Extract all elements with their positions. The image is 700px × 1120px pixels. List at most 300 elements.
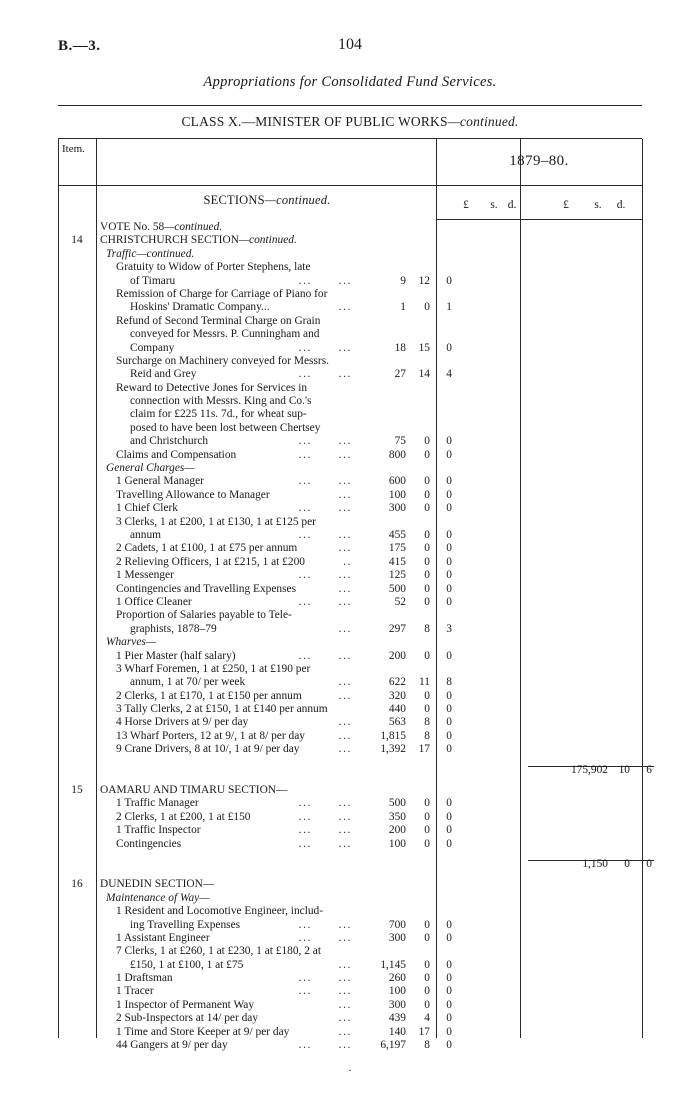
- entry-label: Hoskins' Dramatic Company...: [130, 301, 270, 314]
- leader-dots: ...: [298, 972, 312, 985]
- vote-heading: VOTE No. 58—continued.: [100, 221, 223, 233]
- item-number: 16: [71, 878, 83, 891]
- amount-shillings: 0: [424, 972, 430, 985]
- table-row: [58, 529, 642, 542]
- table-row: [58, 516, 642, 529]
- amount-shillings: 0: [424, 931, 430, 944]
- amount-shillings: 4: [424, 1012, 430, 1025]
- entry-label: claim for £225 11s. 7d., for wheat sup-: [130, 408, 307, 421]
- amount-pence: 0: [446, 502, 452, 515]
- entry-label: 1 Pier Master (half salary): [116, 649, 236, 662]
- leader-dots: ...: [338, 448, 352, 461]
- sections-header-continued: —continued.: [264, 193, 331, 207]
- amount-pence: 0: [446, 448, 452, 461]
- amount-pence: 1: [446, 301, 452, 314]
- entry-label: Company: [130, 341, 175, 354]
- amount-shillings: 0: [424, 985, 430, 998]
- amount-pounds: 6,197: [380, 1039, 406, 1052]
- amount-pence: 0: [446, 703, 452, 716]
- leader-dots: ...: [338, 1012, 352, 1025]
- table-row: [58, 857, 652, 871]
- amount-pounds: 455: [388, 528, 406, 541]
- entry-label: 2 Cadets, 1 at £100, 1 at £75 per annum: [116, 542, 298, 555]
- leader-dots: ...: [338, 1039, 352, 1052]
- amount-shillings: 0: [424, 502, 430, 515]
- item-number: 15: [71, 784, 83, 797]
- amount-shillings: 15: [418, 341, 430, 354]
- row-spacer: [58, 851, 642, 858]
- table-row: [58, 275, 642, 288]
- leader-dots: ...: [338, 797, 352, 810]
- entry-label: and Christchurch: [130, 435, 209, 448]
- leader-dots: ...: [338, 622, 352, 635]
- amount-shillings: 0: [424, 703, 430, 716]
- amount-shillings: 0: [424, 569, 430, 582]
- amount-pounds: 18: [394, 341, 406, 354]
- table-row: [58, 945, 642, 958]
- table-row: [58, 1012, 642, 1025]
- table-row: [58, 569, 642, 582]
- amount-pence: 0: [446, 797, 452, 810]
- table-row: [58, 999, 642, 1012]
- amount-shillings: 0: [424, 649, 430, 662]
- leader-dots: ...: [338, 488, 352, 501]
- row-spacer: [58, 777, 642, 784]
- item-number: 14: [71, 234, 83, 247]
- sections-column-header: [98, 193, 436, 208]
- class-heading: [0, 114, 700, 130]
- table-row: [58, 703, 642, 716]
- leader-dots: ...: [298, 985, 312, 998]
- leader-dots: ...: [338, 1025, 352, 1038]
- amount-pounds: 100: [388, 488, 406, 501]
- table-row: [58, 972, 642, 985]
- item-column-header: Item.: [62, 143, 85, 155]
- table-row: [58, 676, 642, 689]
- amount-shillings: 0: [424, 488, 430, 501]
- entry-label: 1 Draftsman: [116, 972, 173, 985]
- table-row: [58, 462, 642, 475]
- table-row: [58, 797, 642, 810]
- leader-dots: ...: [298, 528, 312, 541]
- leader-dots: ...: [338, 810, 352, 823]
- entry-label: Contingencies: [116, 837, 182, 850]
- amount-pounds: 700: [388, 918, 406, 931]
- amount-pence: 0: [446, 542, 452, 555]
- leader-dots: ...: [298, 810, 312, 823]
- leader-dots: ...: [338, 435, 352, 448]
- amount-shillings: 0: [424, 837, 430, 850]
- leader-dots: ...: [338, 502, 352, 515]
- amount-shillings: 0: [424, 475, 430, 488]
- table-row: [58, 489, 642, 502]
- amount-pence: 0: [446, 274, 452, 287]
- sub-heading: General Charges—: [106, 462, 195, 475]
- table-row: [58, 542, 642, 555]
- entry-label: 9 Crane Drivers, 8 at 10/, 1 at 9/ per day: [116, 743, 300, 756]
- col-head-shillings-2: s.: [594, 199, 602, 211]
- amount-shillings: 0: [424, 542, 430, 555]
- table-row: [58, 596, 642, 609]
- leader-dots: ...: [338, 274, 352, 287]
- table-row: [58, 583, 642, 596]
- sub-heading: Maintenance of Way—: [106, 891, 210, 904]
- table-row: [58, 556, 642, 569]
- rule-right: [642, 139, 643, 1038]
- table-row: [58, 502, 642, 515]
- document-number: B.—3.: [58, 38, 101, 54]
- amount-pence: 0: [446, 1012, 452, 1025]
- leader-dots: ...: [338, 918, 352, 931]
- amount-shillings: 8: [424, 622, 430, 635]
- table-row: [58, 261, 642, 274]
- table-row: [58, 730, 642, 743]
- leader-dots: ...: [338, 649, 352, 662]
- footer-mark: .: [348, 1062, 352, 1074]
- table-row: [58, 784, 642, 797]
- section-heading: OAMARU AND TIMARU SECTION—: [100, 784, 288, 797]
- leader-dots: ...: [338, 824, 352, 837]
- amount-pounds: 1,392: [380, 743, 406, 756]
- table-row: [58, 288, 642, 301]
- appropriations-table: [58, 138, 652, 1052]
- total-shillings: 0: [624, 857, 630, 870]
- entry-label: Remission of Charge for Carriage of Piano for: [116, 287, 328, 300]
- amount-pence: 0: [446, 729, 452, 742]
- table-row: [58, 650, 642, 663]
- page-number: 104: [338, 36, 362, 53]
- leader-dots: ...: [338, 985, 352, 998]
- continued-marker: —continued.: [238, 234, 297, 247]
- amount-pounds: 27: [394, 368, 406, 381]
- amount-pounds: 52: [394, 595, 406, 608]
- leader-dots: ...: [338, 341, 352, 354]
- entry-label: 3 Wharf Foremen, 1 at £250, 1 at £190 per: [116, 662, 311, 675]
- leader-dots: ...: [298, 797, 312, 810]
- leader-dots: ...: [338, 729, 352, 742]
- amount-pence: 0: [446, 689, 452, 702]
- leader-dots: ...: [298, 435, 312, 448]
- amount-shillings: 0: [424, 301, 430, 314]
- amount-shillings: 14: [418, 368, 430, 381]
- table-row: [58, 985, 642, 998]
- amount-shillings: 0: [424, 810, 430, 823]
- table-row: [58, 919, 642, 932]
- entry-label: 1 Inspector of Permanent Way: [116, 998, 255, 1011]
- amount-pence: 0: [446, 582, 452, 595]
- table-row: [58, 892, 642, 905]
- leader-dots: ...: [338, 837, 352, 850]
- entry-label: Claims and Compensation: [116, 448, 237, 461]
- leader-dots: ...: [338, 528, 352, 541]
- leader-dots: ...: [338, 958, 352, 971]
- amount-pence: 0: [446, 958, 452, 971]
- entry-label: 1 Assistant Engineer: [116, 931, 210, 944]
- amount-shillings: 8: [424, 1039, 430, 1052]
- amount-shillings: 0: [424, 918, 430, 931]
- leader-dots: ...: [298, 824, 312, 837]
- amount-pence: 0: [446, 918, 452, 931]
- header-row-divider: [58, 185, 642, 186]
- table-row: [58, 315, 642, 328]
- table-row: [58, 811, 642, 824]
- table-row: [58, 1039, 642, 1052]
- row-spacer: [58, 871, 642, 878]
- entry-label: Reward to Detective Jones for Services in: [116, 381, 308, 394]
- entry-label: Contingencies and Travelling Expenses: [116, 582, 297, 595]
- leader-dots: ..: [343, 555, 352, 568]
- amount-pounds: 297: [388, 622, 406, 635]
- amount-pounds: 622: [388, 676, 406, 689]
- table-row: [58, 743, 642, 756]
- class-heading-text: CLASS X.—MINISTER OF PUBLIC WORKS: [181, 114, 448, 129]
- leader-dots: ...: [338, 998, 352, 1011]
- leader-dots: ...: [298, 341, 312, 354]
- sub-heading: Wharves—: [106, 636, 156, 649]
- amount-pence: 0: [446, 1039, 452, 1052]
- entry-label: posed to have been lost between Chertsey: [130, 421, 321, 434]
- money-header-divider: [436, 219, 642, 220]
- amount-shillings: 0: [424, 435, 430, 448]
- amount-pounds: 1: [400, 301, 406, 314]
- amount-shillings: 0: [424, 689, 430, 702]
- leader-dots: ...: [298, 569, 312, 582]
- table-row: [58, 328, 642, 341]
- table-row: [58, 382, 642, 395]
- table-row: [58, 368, 642, 381]
- document-title: Appropriations for Consolidated Fund Services.: [203, 74, 497, 90]
- entry-label: 1 Office Cleaner: [116, 595, 192, 608]
- entry-label: Proportion of Salaries payable to Tele-: [116, 609, 292, 622]
- entry-label: 1 Resident and Locomotive Engineer, includ-: [116, 905, 324, 918]
- amount-pence: 0: [446, 985, 452, 998]
- leader-dots: ...: [298, 595, 312, 608]
- amount-pounds: 100: [388, 837, 406, 850]
- amount-pounds: 500: [388, 582, 406, 595]
- entry-label: Travelling Allowance to Manager: [116, 488, 270, 501]
- table-row: [58, 959, 642, 972]
- amount-pounds: 500: [388, 797, 406, 810]
- row-spacer: [58, 757, 642, 764]
- year-column-header: 1879–80.: [509, 153, 569, 169]
- amount-pounds: 800: [388, 448, 406, 461]
- entry-label: annum, 1 at 70/ per week: [130, 676, 246, 689]
- amount-pence: 3: [446, 622, 452, 635]
- section-heading: CHRISTCHURCH SECTION—continued.: [100, 234, 297, 247]
- entry-label: Reid and Grey: [130, 368, 197, 381]
- amount-shillings: 0: [424, 582, 430, 595]
- leader-dots: ...: [298, 274, 312, 287]
- col-head-shillings-1: s.: [490, 199, 498, 211]
- leader-dots: ...: [338, 301, 352, 314]
- entry-label: 1 Time and Store Keeper at 9/ per day: [116, 1025, 290, 1038]
- table-row: [58, 1026, 642, 1039]
- total-shillings: 10: [618, 763, 630, 776]
- leader-dots: ...: [338, 972, 352, 985]
- table-row: [58, 932, 642, 945]
- table-row: [58, 878, 642, 891]
- table-row: [58, 342, 642, 355]
- entry-label: 2 Relieving Officers, 1 at £215, 1 at £200: [116, 555, 305, 568]
- amount-pounds: 75: [394, 435, 406, 448]
- amount-shillings: 0: [424, 448, 430, 461]
- amount-pence: 0: [446, 743, 452, 756]
- amount-pounds: 140: [388, 1025, 406, 1038]
- entry-label: 44 Gangers at 9/ per day: [116, 1039, 228, 1052]
- amount-pence: 0: [446, 595, 452, 608]
- amount-pounds: 260: [388, 972, 406, 985]
- amount-shillings: 0: [424, 797, 430, 810]
- table-row: [58, 422, 642, 435]
- entry-label: graphists, 1878–79: [130, 622, 217, 635]
- leader-dots: ...: [338, 569, 352, 582]
- continued-marker: —continued.: [164, 221, 223, 233]
- table-row: [58, 716, 642, 729]
- amount-pounds: 563: [388, 716, 406, 729]
- amount-pence: 8: [446, 676, 452, 689]
- continued-marker: —continued.: [136, 247, 195, 260]
- amount-pounds: 125: [388, 569, 406, 582]
- amount-pence: 0: [446, 475, 452, 488]
- amount-pounds: 320: [388, 689, 406, 702]
- leader-dots: ...: [298, 368, 312, 381]
- leader-dots: ...: [338, 582, 352, 595]
- amount-pence: 0: [446, 555, 452, 568]
- entry-label: 2 Clerks, 1 at £200, 1 at £150: [116, 810, 251, 823]
- entry-label: Surcharge on Machinery conveyed for Messrs.: [116, 354, 329, 367]
- amount-pence: 0: [446, 341, 452, 354]
- entry-label: 1 Traffic Inspector: [116, 824, 201, 837]
- leader-dots: ...: [298, 837, 312, 850]
- amount-pounds: 439: [388, 1012, 406, 1025]
- amount-pounds: 200: [388, 824, 406, 837]
- amount-shillings: 0: [424, 958, 430, 971]
- amount-pounds: 9: [400, 274, 406, 287]
- header-divider: [58, 105, 642, 106]
- leader-dots: ...: [298, 1039, 312, 1052]
- entry-label: 1 Tracer: [116, 985, 154, 998]
- amount-pounds: 1,815: [380, 729, 406, 742]
- table-row: [58, 475, 642, 488]
- amount-pence: 4: [446, 368, 452, 381]
- amount-pounds: 300: [388, 931, 406, 944]
- table-row: [58, 623, 642, 636]
- table-row: [58, 435, 642, 448]
- amount-shillings: 17: [418, 743, 430, 756]
- amount-pence: 0: [446, 528, 452, 541]
- entry-label: 2 Clerks, 1 at £170, 1 at £150 per annum: [116, 689, 302, 702]
- amount-pence: 0: [446, 931, 452, 944]
- section-heading: DUNEDIN SECTION—: [100, 878, 215, 891]
- amount-pounds: 175: [388, 542, 406, 555]
- leader-dots: ...: [338, 676, 352, 689]
- leader-dots: ...: [298, 918, 312, 931]
- amount-shillings: 17: [418, 1025, 430, 1038]
- table-row: [58, 449, 642, 462]
- amount-pence: 0: [446, 435, 452, 448]
- entry-label: 3 Tally Clerks, 2 at £150, 1 at £140 per annum: [116, 703, 328, 716]
- amount-pounds: 300: [388, 502, 406, 515]
- amount-pence: 0: [446, 649, 452, 662]
- table-body: [58, 221, 652, 1052]
- amount-pence: 0: [446, 488, 452, 501]
- entry-label: ing Travelling Expenses: [130, 918, 241, 931]
- amount-shillings: 0: [424, 998, 430, 1011]
- table-row: [58, 234, 642, 247]
- table-row: [58, 763, 652, 777]
- table-row: [58, 395, 642, 408]
- entry-label: 1 Messenger: [116, 569, 174, 582]
- entry-label: 7 Clerks, 1 at £260, 1 at £230, 1 at £180, 2 at: [116, 945, 322, 958]
- table-row: [58, 609, 642, 622]
- total-pence: 0: [646, 857, 652, 870]
- amount-pence: 0: [446, 1025, 452, 1038]
- table-row: [58, 838, 642, 851]
- amount-pounds: 1,145: [380, 958, 406, 971]
- col-head-pounds-1: £: [463, 199, 469, 211]
- entry-label: £150, 1 at £100, 1 at £75: [130, 958, 244, 971]
- amount-pounds: 100: [388, 985, 406, 998]
- amount-shillings: 0: [424, 555, 430, 568]
- entry-label: 1 General Manager: [116, 475, 204, 488]
- amount-pence: 0: [446, 824, 452, 837]
- amount-shillings: 0: [424, 824, 430, 837]
- amount-pence: 0: [446, 837, 452, 850]
- table-row: [58, 636, 642, 649]
- col-head-pounds-2: £: [563, 199, 569, 211]
- amount-pounds: 415: [388, 555, 406, 568]
- leader-dots: ...: [338, 475, 352, 488]
- amount-pounds: 600: [388, 475, 406, 488]
- entry-label: connection with Messrs. King and Co.'s: [130, 395, 312, 408]
- amount-pence: 0: [446, 569, 452, 582]
- table-row: [58, 663, 642, 676]
- leader-dots: ...: [338, 931, 352, 944]
- leader-dots: ...: [298, 448, 312, 461]
- leader-dots: ...: [338, 716, 352, 729]
- total-pence: 6: [646, 763, 652, 776]
- table-row: [58, 248, 642, 261]
- entry-label: 2 Sub-Inspectors at 14/ per day: [116, 1012, 259, 1025]
- entry-label: Refund of Second Terminal Charge on Grain: [116, 314, 321, 327]
- table-row: [58, 355, 642, 368]
- table-row: [58, 301, 642, 314]
- table-row: [58, 690, 642, 703]
- entry-label: of Timaru: [130, 274, 176, 287]
- amount-shillings: 8: [424, 716, 430, 729]
- table-row: [58, 221, 642, 234]
- amount-shillings: 11: [419, 676, 430, 689]
- class-heading-continued: —continued.: [447, 114, 519, 129]
- amount-pounds: 200: [388, 649, 406, 662]
- leader-dots: ...: [298, 475, 312, 488]
- entry-label: annum: [130, 528, 162, 541]
- leader-dots: ...: [298, 502, 312, 515]
- col-head-pence-2: d.: [616, 199, 626, 211]
- entry-label: Gratuity to Widow of Porter Stephens, late: [116, 261, 311, 274]
- sub-heading: Traffic—continued.: [106, 247, 195, 260]
- total-pounds: 175,902: [570, 763, 608, 776]
- amount-pence: 0: [446, 998, 452, 1011]
- amount-pounds: 350: [388, 810, 406, 823]
- amount-pence: 0: [446, 716, 452, 729]
- leader-dots: ...: [298, 649, 312, 662]
- table-row: [58, 824, 642, 837]
- leader-dots: ...: [338, 689, 352, 702]
- leader-dots: ...: [338, 743, 352, 756]
- amount-pence: 0: [446, 810, 452, 823]
- entry-label: conveyed for Messrs. P. Cunningham and: [130, 328, 320, 341]
